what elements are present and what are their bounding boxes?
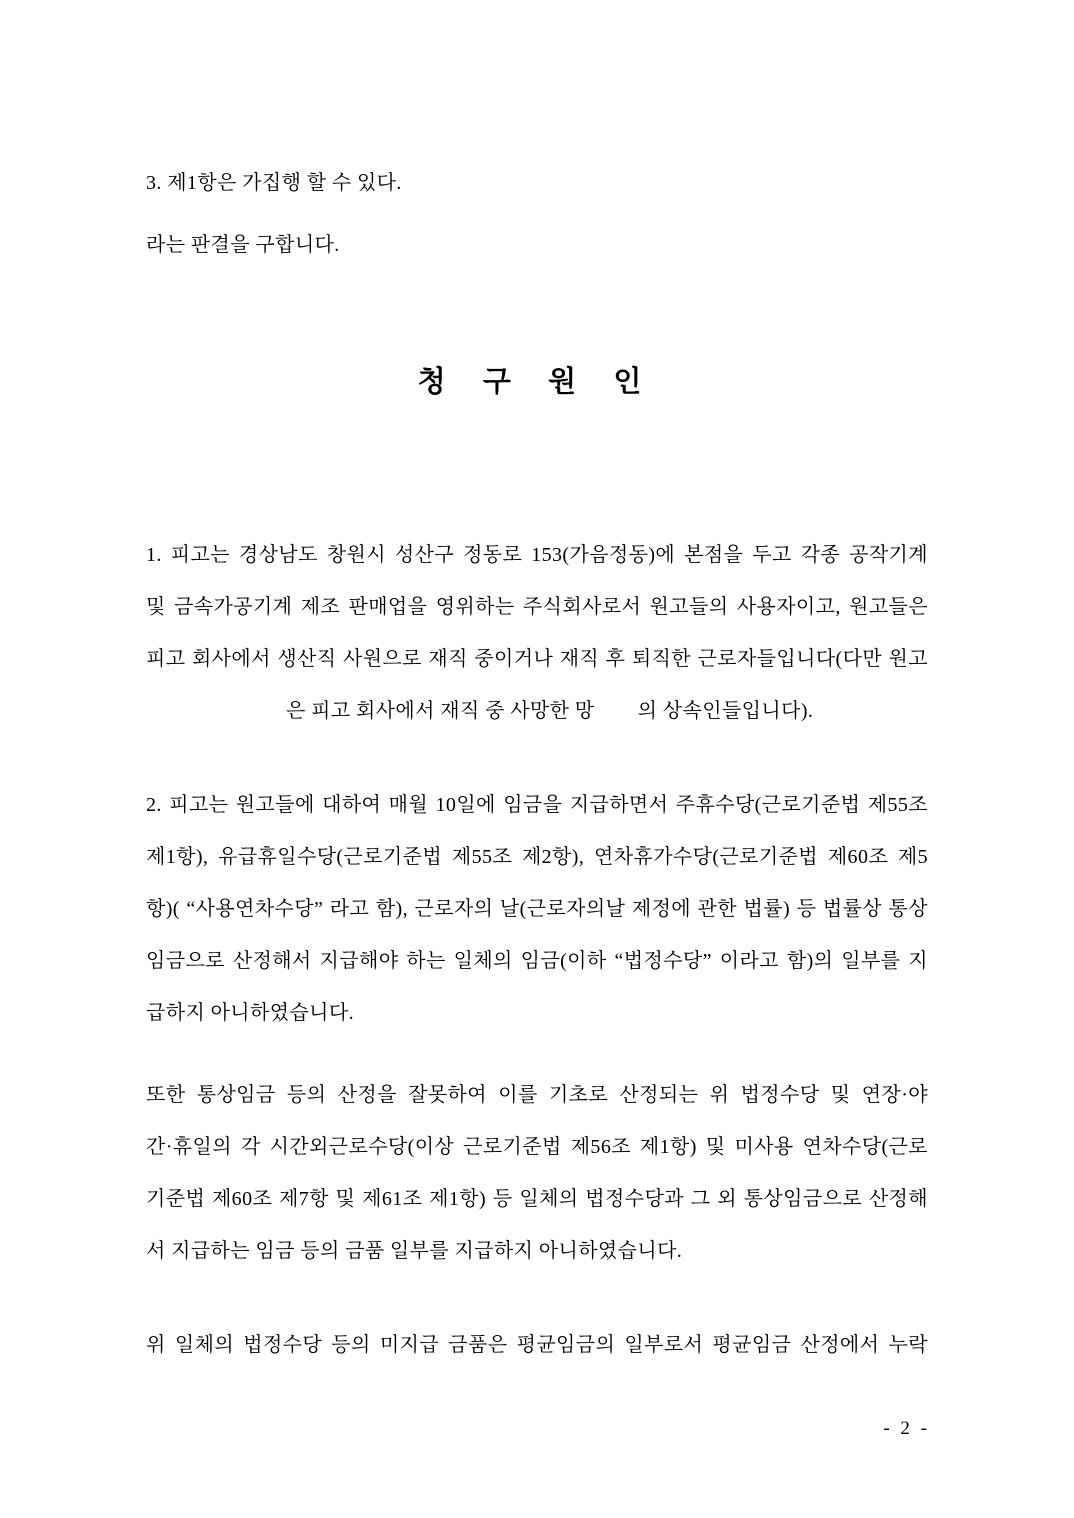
text-line: 간·휴일의 각 시간외근로수당(이상 근로기준법 제56조 제1항) 및 미사용 연차수당(근로	[146, 1136, 928, 1158]
text-line: 기준법 제60조 제7항 및 제61조 제1항) 등 일체의 법정수당과 그 외 통상임금으로 산정해	[146, 1188, 928, 1210]
paragraph-1	[146, 529, 928, 737]
ruling-request-block	[146, 0, 928, 276]
paragraph-2	[146, 779, 928, 1039]
paragraph-3	[146, 1069, 928, 1277]
text-line: 3. 제1항은 가집행 할 수 있다.	[146, 172, 402, 194]
text-line: 2. 피고는 원고들에 대하여 매월 10일에 임금을 지급하면서 주휴수당(근로기준법 제55조	[146, 794, 928, 816]
text-line: 제1항), 유급휴일수당(근로기준법 제55조 제2항), 연차휴가수당(근로기준법 제60조 제5	[146, 846, 928, 868]
paragraph-4	[146, 1319, 928, 1371]
text-line: 피고 회사에서 생산직 사원으로 재직 중이거나 재직 후 퇴직한 근로자들입니다(다만 원고	[146, 648, 928, 670]
text-line: 위 일체의 법정수당 등의 미지급 금품은 평균임금의 일부로서 평균임금 산정에서 누락	[146, 1334, 928, 1356]
text-line: 1. 피고는 경상남도 창원시 성산구 정동로 153(가음정동)에 본점을 두고 각종 공작기계	[146, 544, 928, 566]
text-line: 또한 통상임금 등의 산정을 잘못하여 이를 기초로 산정되는 위 법정수당 및 연장·야	[146, 1084, 928, 1106]
text-line: 은 피고 회사에서 재직 중 사망한 망 의 상속인들입니다).	[286, 700, 814, 722]
text-line: 라는 판결을 구합니다.	[146, 234, 340, 256]
text-line: 임금으로 산정해서 지급해야 하는 일체의 임금(이하 “법정수당” 이라고 함)의 일부를 지	[146, 950, 928, 972]
text-line: 및 금속가공기계 제조 판매업을 영위하는 주식회사로서 원고들의 사용자이고, 원고들은	[146, 596, 928, 618]
text-line: 서 지급하는 임금 등의 금품 일부를 지급하지 아니하였습니다.	[146, 1240, 683, 1262]
text-line: 항)( “사용연차수당” 라고 함), 근로자의 날(근로자의날 제정에 관한 법률) 등 법률상 통상	[146, 898, 928, 920]
section-title: 청 구 원 인	[417, 366, 657, 398]
page-number: - 2 -	[883, 1418, 930, 1439]
text-line: 급하지 아니하였습니다.	[146, 1002, 354, 1024]
